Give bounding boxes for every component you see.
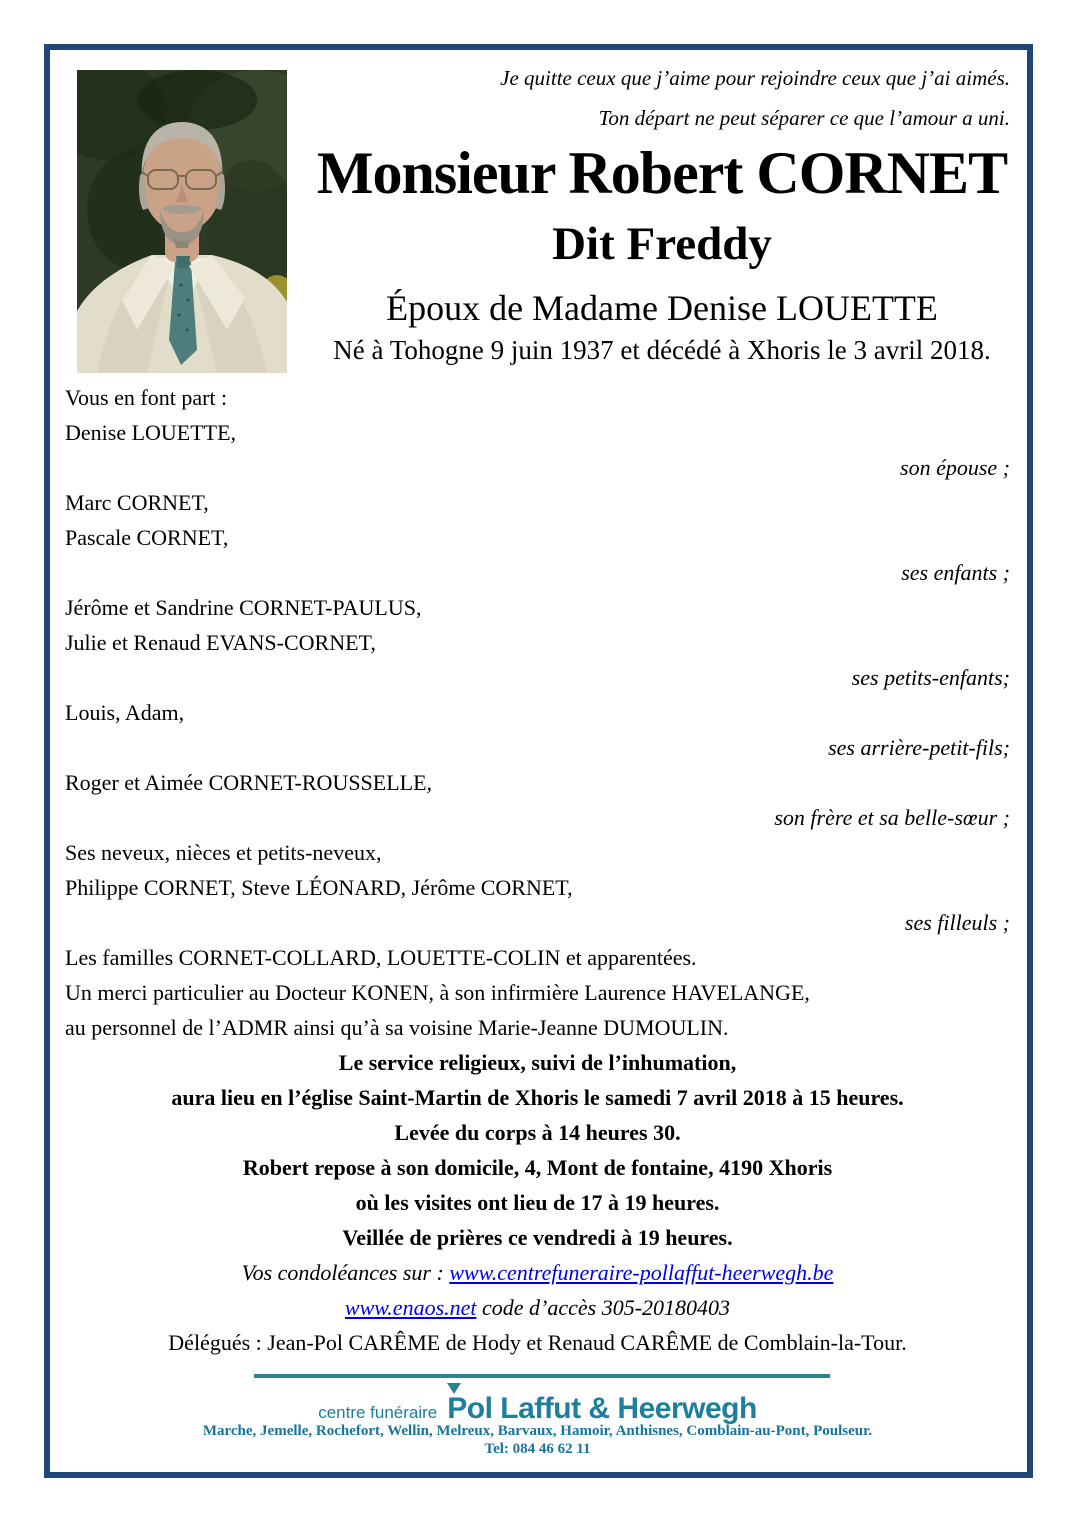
- relation-label: ses enfants ;: [901, 560, 1010, 585]
- condolences-website-link[interactable]: www.centrefuneraire-pollaffut-heerwegh.be: [449, 1260, 834, 1285]
- service-line: Le service religieux, suivi de l’inhumation,: [338, 1050, 737, 1075]
- footer-towns-list: Marche, Jemelle, Rochefort, Wellin, Melreux, Barvaux, Hamoir, Anthisnes, Comblain-au-Pont, Poulseur.: [202, 1423, 873, 1439]
- birth-death-line: Né à Tohogne 9 juin 1937 et décédé à Xhoris le 3 avril 2018.: [333, 335, 991, 365]
- family-name-line: Pascale CORNET,: [65, 525, 229, 550]
- delegates-line: Délégués : Jean-Pol CARÊME de Hody et Renaud CARÊME de Comblain-la-Tour.: [168, 1330, 907, 1355]
- portrait-photo-illustration: [77, 70, 287, 373]
- thanks-line: au personnel de l’ADMR ainsi qu’à sa voisine Marie-Jeanne DUMOULIN.: [65, 1015, 729, 1040]
- relation-label: son frère et sa belle-sœur ;: [774, 805, 1010, 830]
- enaos-website-link[interactable]: www.enaos.net: [344, 1295, 477, 1320]
- relation-label: son épouse ;: [900, 455, 1010, 480]
- brand-row: [0, 1392, 1075, 1426]
- condolences-prefix: Vos condoléances sur :: [241, 1260, 450, 1285]
- footer-divider: [254, 1374, 830, 1378]
- intro-line: Vous en font part :: [65, 385, 228, 410]
- spouse-line: Époux de Madame Denise LOUETTE: [386, 288, 938, 328]
- family-name-line: Denise LOUETTE,: [65, 420, 237, 445]
- thanks-line: Un merci particulier au Docteur KONEN, à son infirmière Laurence HAVELANGE,: [65, 980, 810, 1005]
- service-line: aura lieu en l’église Saint-Martin de Xhoris le samedi 7 avril 2018 à 15 heures.: [171, 1085, 904, 1110]
- family-name-line: Marc CORNET,: [65, 490, 209, 515]
- footer-phone: Tel: 084 46 62 11: [484, 1441, 591, 1457]
- access-code-text: code d’accès 305-20180403: [476, 1295, 731, 1320]
- service-line: Veillée de prières ce vendredi à 19 heures.: [342, 1225, 733, 1250]
- families-line: Les familles CORNET-COLLARD, LOUETTE-COLIN et apparentées.: [65, 945, 697, 970]
- deceased-alias: Dit Freddy: [552, 218, 772, 270]
- brand-prefix: centre funéraire: [318, 1403, 438, 1422]
- family-name-line: Roger et Aimée CORNET-ROUSSELLE,: [65, 770, 433, 795]
- enaos-line: [65, 1290, 1010, 1325]
- family-name-line: Ses neveux, nièces et petits-neveux,: [65, 840, 382, 865]
- service-line: Levée du corps à 14 heures 30.: [394, 1120, 681, 1145]
- family-name-line: Julie et Renaud EVANS-CORNET,: [65, 630, 376, 655]
- relation-label: ses arrière-petit-fils;: [828, 735, 1010, 760]
- deceased-name-title: Monsieur Robert CORNET: [316, 140, 1008, 206]
- family-name-line: Louis, Adam,: [65, 700, 185, 725]
- service-line: Robert repose à son domicile, 4, Mont de fontaine, 4190 Xhoris: [242, 1155, 833, 1180]
- announcement-body: [65, 380, 1010, 1360]
- brand-name: Pol Laffut & Heerwegh: [447, 1392, 757, 1425]
- condolences-line: [65, 1255, 1010, 1290]
- family-name-line: Philippe CORNET, Steve LÉONARD, Jérôme CORNET,: [65, 875, 573, 900]
- family-name-line: Jérôme et Sandrine CORNET-PAULUS,: [65, 595, 422, 620]
- relation-label: ses petits-enfants;: [851, 665, 1010, 690]
- service-line: où les visites ont lieu de 17 à 19 heures.: [355, 1190, 720, 1215]
- epigraph-line-2: Ton départ ne peut séparer ce que l’amour a uni.: [598, 106, 1010, 130]
- portrait-photo: [77, 70, 287, 373]
- epigraph-line-1: Je quitte ceux que j’aime pour rejoindre ceux que j’ai aimés.: [500, 66, 1010, 90]
- relation-label: ses filleuls ;: [904, 910, 1010, 935]
